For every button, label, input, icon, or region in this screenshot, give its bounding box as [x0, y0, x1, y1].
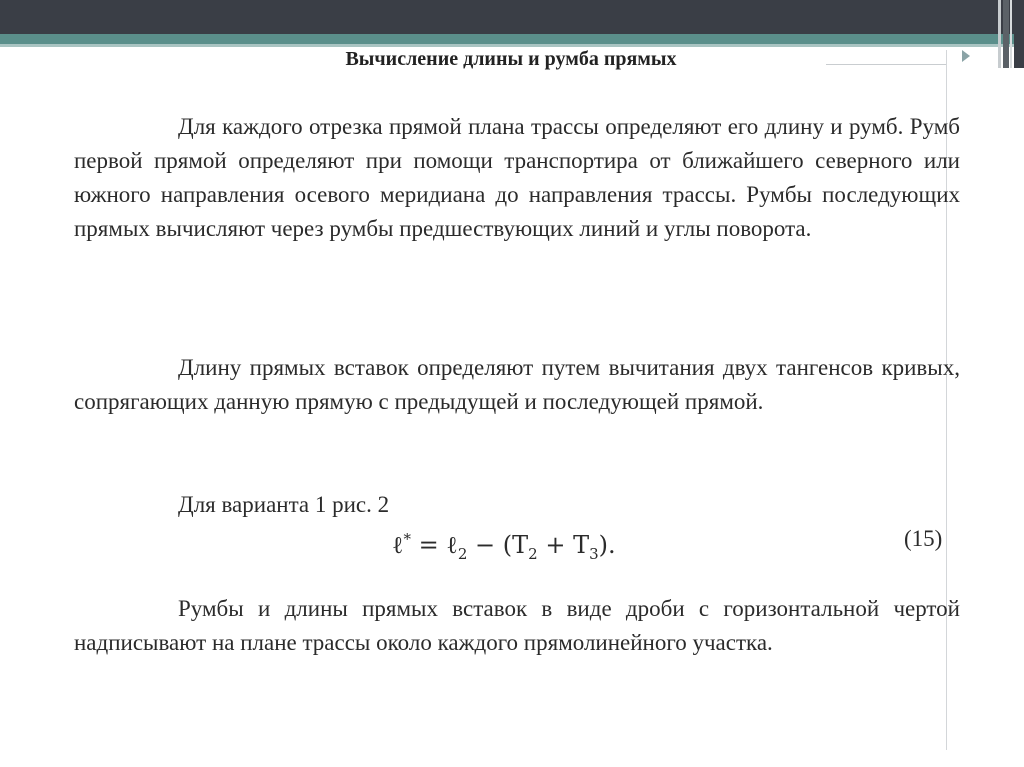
slide-title: Вычисление длины и румба прямых: [345, 48, 677, 70]
formula-minus-open: − (T: [467, 531, 529, 559]
variant-label: Для варианта 1 рис. 2: [178, 492, 390, 517]
band: [1014, 0, 1024, 68]
formula-l: ℓ: [446, 531, 458, 559]
formula-close: ).: [598, 531, 616, 559]
band: [1003, 0, 1009, 68]
header-right-bands: [998, 0, 1024, 68]
formula-l-sub: 2: [457, 544, 468, 563]
formula-t2-sub: 2: [528, 544, 538, 563]
band: [998, 0, 1001, 68]
paragraph-2: Длину прямых вставок определяют путем вычитания двух тангенсов кривых, сопрягающих данную прямую с предыдущей и последующей прямой.: [74, 355, 960, 414]
formula-equals: =: [411, 531, 447, 559]
header-bar: [0, 0, 1024, 34]
formula-lhs-sup: *: [403, 530, 411, 548]
formula-plus: + T: [537, 531, 590, 559]
paragraph-3: Румбы и длины прямых вставок в виде дроби с горизонтальной чертой надписывают на плане трассы около каждого прямолинейного участка.: [74, 596, 960, 655]
formula-t3-sub: 3: [589, 544, 599, 563]
band: [1010, 0, 1012, 68]
paragraph-1: Для каждого отрезка прямой плана трассы определяют его длину и румб. Румб первой прямой определяют при помощи транспортира от ближайшего северного или южного направления осевого меридиана до направления трассы. Румбы последующих прямых вычисляют через румбы предшествующих линий и углы поворота.: [74, 114, 960, 241]
formula: [392, 522, 616, 571]
formula-lhs: ℓ: [392, 531, 404, 559]
corner-arrow-icon: [962, 50, 970, 62]
formula-number: (15): [904, 526, 943, 551]
header-accent-stripe: [0, 34, 1024, 44]
